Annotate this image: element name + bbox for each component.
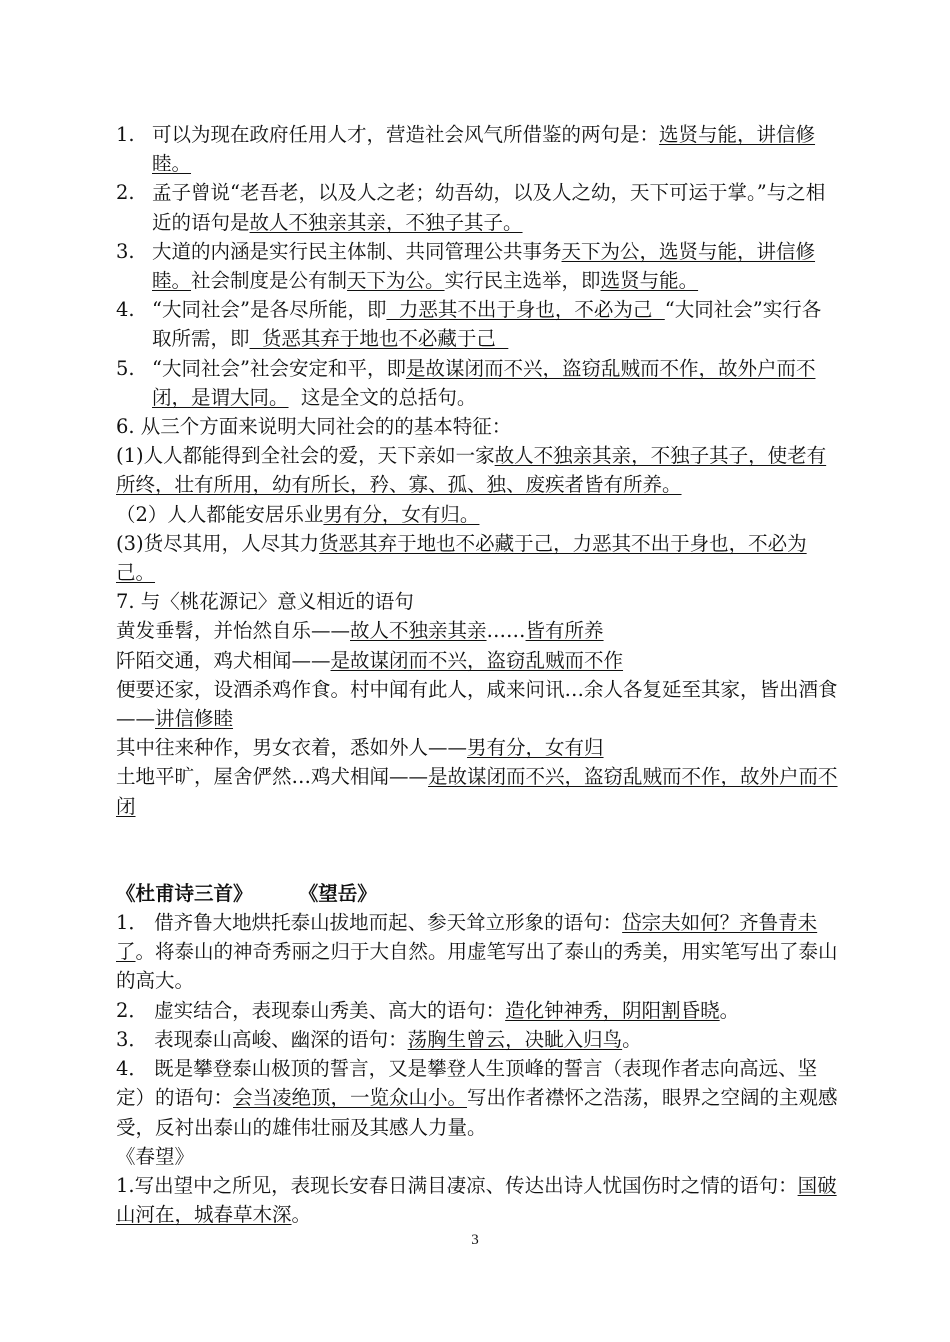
item-text: 孟子曾说“老吾老，以及人之老；幼吾幼，以及人之幼，天下可运于掌。”与之相近的语句是: [152, 181, 826, 234]
underlined-answer: 力恶其不出于身也，不必为己: [386, 298, 665, 322]
underlined-answer: 造化钟神秀，阴阳割昏晓: [505, 998, 720, 1022]
underlined-answer: 天下为公。: [347, 269, 445, 293]
section-6-title: 6. 从三个方面来说明大同社会的的基本特征：: [116, 415, 512, 439]
item-text: 可以为现在政府任用人才，营造社会风气所借鉴的两句是：: [152, 123, 660, 146]
underlined-answer: 是故谋闭而不兴，盗窃乱贼而不作: [330, 648, 624, 672]
underlined-answer: 皆有所养: [525, 619, 604, 643]
line-text: 虚实结合，表现泰山秀美、高大的语句：: [154, 998, 506, 1022]
chunwang-title: 《春望》: [116, 1144, 195, 1168]
heading-dufu: 《杜甫诗三首》: [116, 881, 253, 905]
feature-line: [116, 529, 838, 587]
section-spacer: [116, 821, 838, 879]
document-body: [116, 120, 838, 1229]
line-text: ……: [486, 619, 526, 643]
underlined-answer: 男有分，女有归: [467, 736, 604, 760]
item-number: 3．: [116, 1027, 148, 1051]
poem-item: [116, 1054, 838, 1142]
underlined-answer: 货恶其弃于地也不必藏于己: [249, 327, 509, 351]
line-text: （2）人人都能安居乐业: [116, 502, 324, 526]
line-text: 借齐鲁大地烘托泰山拔地而起、参天耸立形象的语句：: [154, 911, 623, 935]
line-text: 。: [622, 1027, 642, 1051]
section-7-title: 7. 与〈桃花源记〉意义相近的语句: [116, 590, 414, 614]
comparison-line: [116, 733, 838, 762]
feature-line: [116, 500, 838, 529]
feature-line: [116, 441, 838, 499]
line-text: 既是攀登泰山极顶的誓言，又是攀登人生顶峰的誓言（表现作者志向高远、坚定）的语句：: [116, 1057, 818, 1110]
item-number: 4.: [116, 298, 135, 322]
line-text: 1.写出望中之所见，表现长安春日满目凄凉、传达出诗人忧国伤时之情的语句：: [116, 1173, 798, 1197]
item-text: “大同社会”是各尽所能，即: [152, 298, 387, 322]
list-item: [116, 295, 838, 353]
item-text: 大道的内涵是实行民主体制、共同管理公共事务: [152, 239, 562, 263]
underlined-answer: 会当凌绝顶，一览众山小。: [233, 1086, 468, 1110]
line-text: 黄发垂髫，并怡然自乐——: [116, 619, 351, 643]
underlined-answer: 讲信修睦: [155, 707, 234, 731]
underlined-answer: 男有分，女有归。: [323, 502, 480, 526]
item-number: 4．: [116, 1057, 148, 1081]
comparison-line: [116, 646, 838, 675]
line-text: 表现泰山高峻、幽深的语句：: [154, 1027, 408, 1051]
comparison-line: [116, 616, 838, 645]
item-text: 社会制度是公有制: [191, 269, 348, 293]
underlined-answer: 荡胸生曾云，决眦入归鸟: [407, 1027, 623, 1051]
comparison-line: [116, 762, 838, 820]
list-item: [116, 178, 838, 236]
poem-item: [116, 1025, 838, 1054]
poem-item: [116, 996, 838, 1025]
list-item: [116, 237, 838, 295]
section-heading: [116, 879, 838, 908]
line-text: 。将泰山的神奇秀丽之归于大自然。用虚笔写出了泰山的秀美，用实笔写出了泰山的高大。: [116, 940, 838, 993]
line-text: 。: [291, 1203, 312, 1227]
page-number: 3: [471, 1232, 479, 1248]
underlined-answer: 货恶其弃于地也不必藏于己，力恶其不出于身也，不必为己。: [116, 531, 807, 585]
item-number: 2．: [116, 998, 148, 1022]
underlined-answer: 天下为公，选贤与能，讲信修睦。: [152, 239, 816, 293]
line-text: 土地平旷，屋舍俨然…鸡犬相闻——: [116, 765, 429, 789]
comparison-line: [116, 675, 838, 733]
list-item: [116, 120, 838, 178]
item-number: 2.: [116, 181, 135, 205]
underlined-answer: 选贤与能。: [600, 269, 699, 293]
item-text: “大同社会”社会安定和平，即: [152, 356, 406, 380]
heading-wangyue: 《望岳》: [308, 881, 377, 905]
item-number: 1．: [116, 911, 148, 935]
underlined-answer: 故人不独亲其亲，不独子其子，使老有所终，壮有所用，幼有所长，矜、寡、孤、独、废疾者皆有所养。: [116, 444, 827, 497]
item-number: 1.: [116, 123, 135, 146]
line-text: (3)货尽其用，人尽其力: [116, 531, 320, 555]
line-text: 阡陌交通，鸡犬相闻——: [116, 648, 331, 672]
underlined-answer: 国破山河在，城春草木深: [116, 1173, 837, 1227]
line-text: 写出作者襟怀之浩荡，眼界之空阔的主观感受，反衬出泰山的雄伟壮丽及其感人力量。: [116, 1086, 838, 1139]
line-text: 便要还家，设酒杀鸡作食。村中闻有此人，咸来问讯…余人各复延至其家，皆出酒食——: [116, 677, 838, 731]
underlined-answer: 是故谋闭而不兴，盗窃乱贼而不作，故外户而不闭: [116, 765, 838, 818]
item-text: 这是全文的总括句。: [288, 385, 477, 409]
item-text: 实行民主选举，即: [444, 269, 601, 293]
underlined-answer: 岱宗夫如何？齐鲁青未了: [116, 911, 818, 964]
poem-item: [116, 1171, 838, 1229]
item-number: 5.: [116, 356, 135, 380]
underlined-answer: 故人不独亲其亲，不独子其子。: [249, 210, 523, 234]
list-item: [116, 354, 838, 412]
underlined-answer: 选贤与能，讲信修睦。: [152, 123, 816, 176]
underlined-answer: 故人不独亲其亲: [350, 619, 487, 643]
item-text: “大同社会”实行各取所需，即: [152, 298, 822, 351]
line-text: 其中往来种作，男女衣着，悉如外人——: [116, 736, 468, 760]
line-text: (1)人人都能得到全社会的爱，天下亲如一家: [116, 444, 495, 468]
poem-item: [116, 908, 838, 996]
underlined-answer: 是故谋闭而不兴，盗窃乱贼而不作，故外户而不闭，是谓大同。: [152, 356, 816, 409]
item-number: 3.: [116, 239, 135, 263]
line-text: 。: [719, 998, 740, 1022]
